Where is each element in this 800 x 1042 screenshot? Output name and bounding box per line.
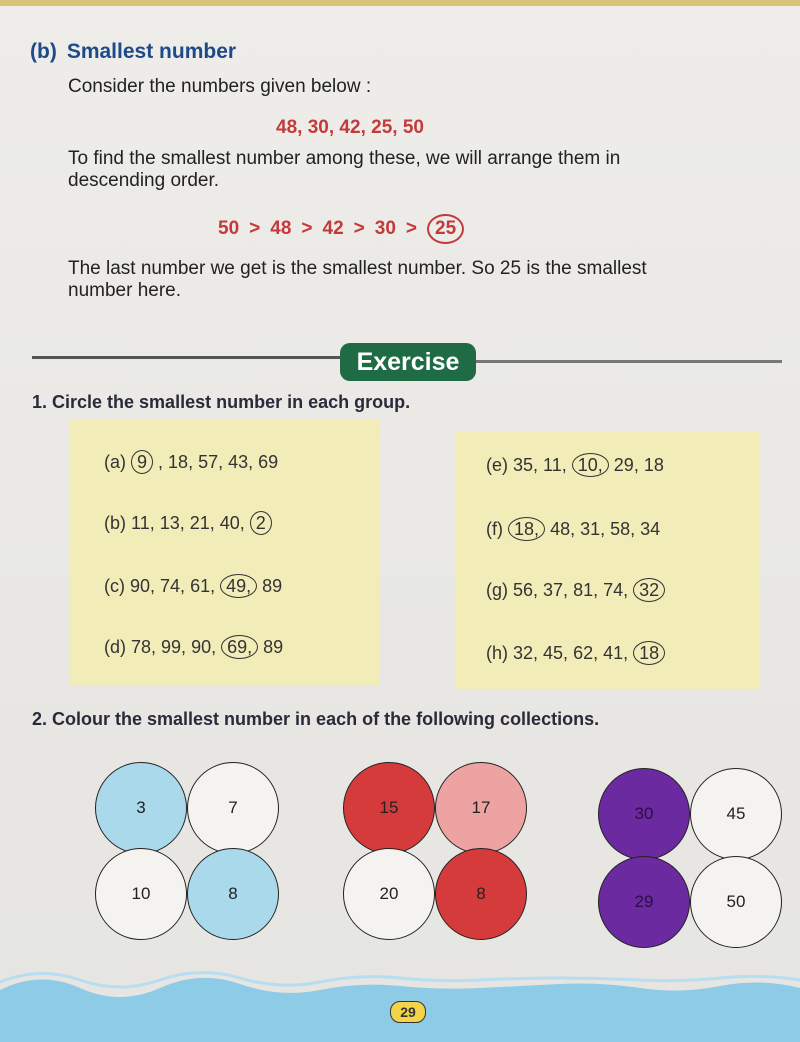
number-circle — [187, 762, 279, 854]
number-circle — [598, 768, 690, 860]
circle-number: 8 — [476, 884, 486, 903]
q1-item-f — [486, 519, 660, 540]
hand-circle: 18 — [633, 641, 665, 665]
greater-than-sign: > — [301, 218, 313, 239]
q1-item-e — [486, 455, 664, 476]
hand-circle: 10, — [572, 453, 609, 477]
q1-item-c — [104, 576, 282, 597]
item-label: (a) — [104, 452, 126, 472]
item-label: (c) — [104, 576, 125, 596]
desc-number: 48 — [270, 218, 292, 239]
q1-item-d — [104, 637, 283, 658]
greater-than-sign: > — [353, 218, 365, 239]
q1-item-a — [104, 452, 278, 473]
circle-number: 10 — [131, 884, 151, 903]
question-1: 1. Circle the smallest number in each group. — [32, 392, 411, 412]
item-numbers: 29, 18 — [613, 455, 664, 475]
circle-number: 7 — [228, 798, 238, 817]
collection-1 — [95, 762, 285, 952]
item-label: (e) — [486, 455, 508, 475]
circle-number: 8 — [228, 884, 238, 903]
collection-2 — [343, 762, 533, 952]
item-numbers: 78, 99, 90, — [131, 637, 217, 657]
collection-3 — [598, 768, 788, 958]
number-circle — [435, 762, 527, 854]
number-circle — [435, 848, 527, 940]
item-numbers: 56, 37, 81, 74, — [513, 580, 629, 600]
number-circle — [690, 856, 782, 948]
circle-number: 3 — [136, 798, 146, 817]
q1-item-h — [486, 643, 665, 664]
item-numbers: 48, 31, 58, 34 — [550, 519, 661, 539]
find-text-line1: To find the smallest number among these, we will arrange them in — [68, 148, 621, 169]
number-circle — [690, 768, 782, 860]
page-number: 29 — [390, 1001, 426, 1023]
given-numbers: 48, 30, 42, 25, 50 — [276, 117, 424, 138]
exercise-badge: Exercise — [340, 343, 476, 381]
desc-number: 42 — [322, 218, 344, 239]
section-heading — [30, 40, 236, 64]
item-label: (g) — [486, 580, 508, 600]
item-numbers: 90, 74, 61, — [130, 576, 216, 596]
q1-item-g — [486, 580, 665, 601]
item-numbers: 35, 11, — [513, 455, 567, 475]
divider-left — [32, 356, 350, 359]
conclusion-line2: number here. — [68, 280, 182, 301]
item-numbers: 89 — [262, 576, 283, 596]
item-numbers: 89 — [263, 637, 284, 657]
item-label: (h) — [486, 643, 508, 663]
descending-order-row — [218, 214, 474, 244]
section-label: (b) — [30, 40, 57, 63]
greater-than-sign: > — [249, 218, 261, 239]
hand-circle: 69, — [221, 635, 258, 659]
circle-number: 17 — [471, 798, 491, 817]
hand-circle: 32 — [633, 578, 665, 602]
section-title: Smallest number — [66, 40, 237, 63]
number-circle — [187, 848, 279, 940]
find-text-line2: descending order. — [68, 170, 220, 191]
hand-circle: 49, — [220, 574, 257, 598]
number-circle — [598, 856, 690, 948]
item-numbers: , 18, 57, 43, 69 — [158, 452, 279, 472]
desc-number: 30 — [374, 218, 396, 239]
hand-circle: 18, — [508, 517, 545, 541]
item-numbers: 11, 13, 21, 40, — [131, 513, 245, 533]
circle-number: 15 — [379, 798, 399, 817]
item-numbers: 32, 45, 62, 41, — [513, 643, 629, 663]
circle-number: 29 — [634, 892, 654, 911]
greater-than-sign: > — [405, 218, 417, 239]
number-circle — [95, 762, 187, 854]
divider-right — [476, 360, 782, 363]
circle-number: 50 — [726, 892, 746, 911]
conclusion-line1: The last number we get is the smallest number. So 25 is the smallest — [68, 258, 647, 279]
top-border — [0, 0, 800, 6]
item-label: (b) — [104, 513, 126, 533]
item-label: (d) — [104, 637, 126, 657]
circle-number: 45 — [726, 804, 746, 823]
q1-item-b — [104, 513, 272, 534]
circle-number: 30 — [634, 804, 654, 823]
circle-number: 20 — [379, 884, 399, 903]
desc-number: 50 — [218, 218, 240, 239]
smallest-circled-number: 25 — [427, 214, 464, 244]
number-circle — [343, 848, 435, 940]
item-label: (f) — [486, 519, 503, 539]
question-2: 2. Colour the smallest number in each of the following collections. — [32, 709, 600, 729]
hand-circle: 2 — [250, 511, 272, 535]
number-circle — [343, 762, 435, 854]
number-circle — [95, 848, 187, 940]
consider-text: Consider the numbers given below : — [68, 76, 372, 97]
hand-circle: 9 — [131, 450, 153, 474]
